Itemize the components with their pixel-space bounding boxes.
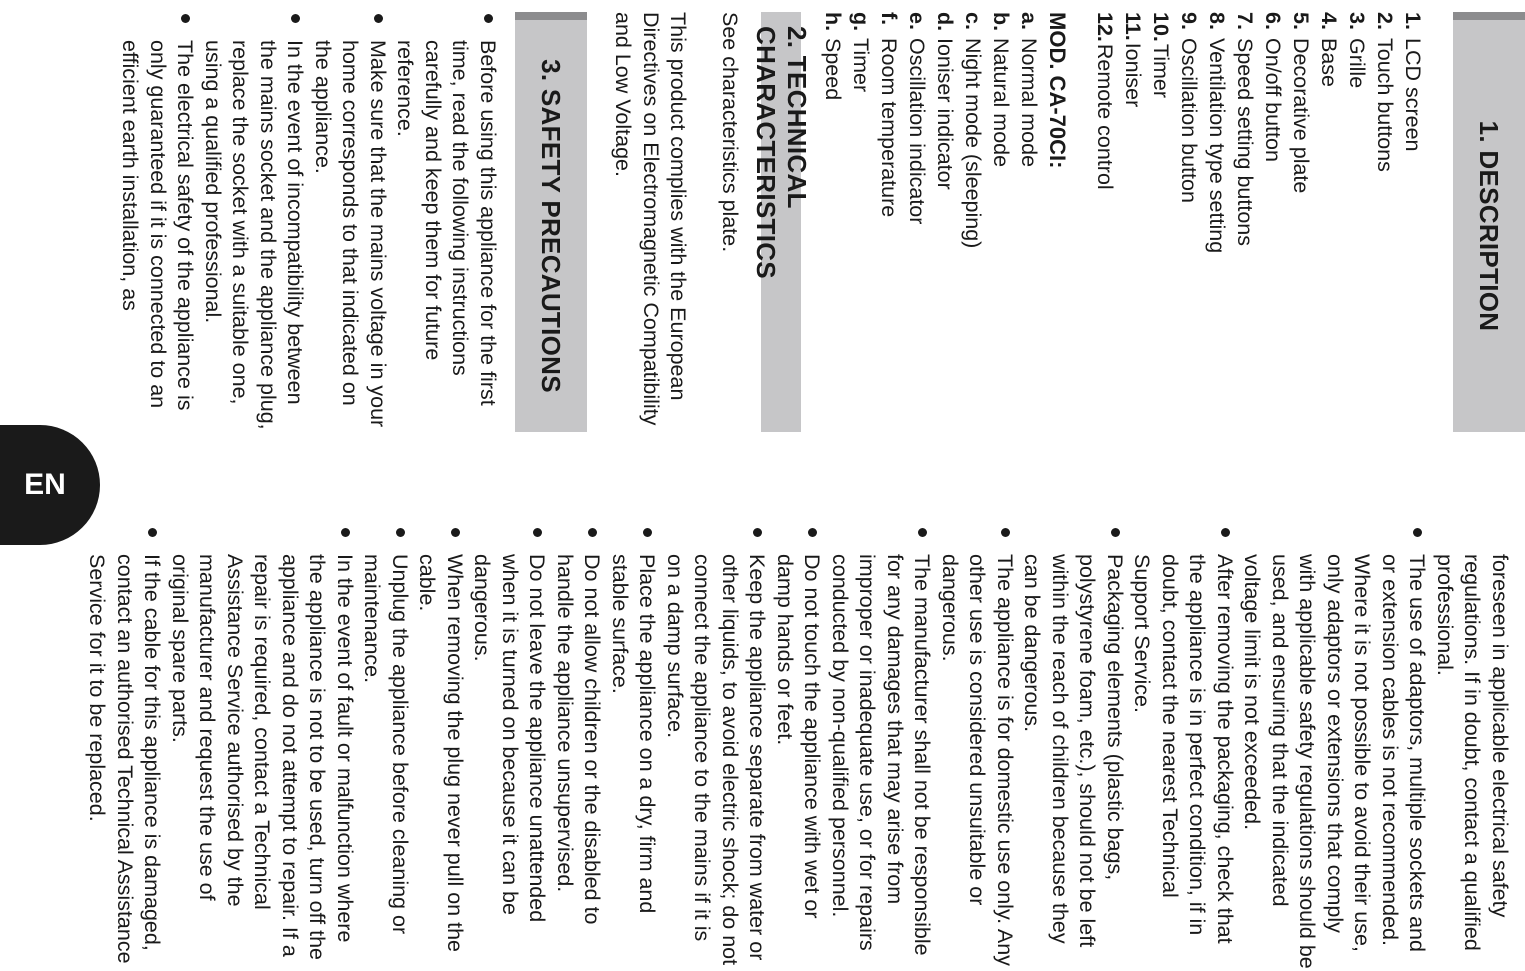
list-item: In the event of fault or malfunction where the appliance is not to be used, turn off the appliance and do not attempt to repair. If a repair is required, contact a Technical Assistance Service authorised by the manufacturer and request the use of original spare parts.: [166, 526, 359, 971]
list-item: 9.Oscillation button: [1177, 12, 1201, 203]
list-item: foreseen in applicable electrical safety regulations. If in doubt, contact a qualified professional.: [1433, 554, 1512, 951]
list-item: 5.Decorative plate: [1289, 12, 1313, 194]
model-title: MOD. CA-70CI:: [1045, 12, 1070, 169]
safety-heading: 3. SAFETY PRECAUTIONS: [515, 12, 587, 432]
list-item: 10.Timer: [1149, 12, 1173, 99]
list-item: When removing the plug never pull on the cable.: [413, 526, 468, 971]
list-item: 8.Ventilation type setting: [1205, 12, 1229, 254]
description-heading: 1. DESCRIPTION: [1453, 12, 1525, 432]
safety-list-left: [116, 12, 501, 432]
list-item: Before using this appliance for the first time, read the following instructions carefully and keep them for future reference.: [391, 12, 501, 432]
list-item: Do not allow children or the disabled to handle the appliance unsupervised.: [551, 526, 606, 971]
list-item: 4.Base: [1317, 12, 1341, 88]
model-indicator-list: [819, 12, 1043, 432]
list-item: c.Night mode (sleeping): [961, 12, 985, 249]
list-item: Unplug the appliance before cleaning or maintenance.: [358, 526, 413, 971]
list-item: Packaging elements (plastic bags, polystyrene foam, etc.), should not be left within the reach of children because they can be dangerous.: [1018, 526, 1128, 971]
list-item: In the event of incompatibility between the mains socket and the appliance plug, replace the socket with a suitable one, using a qualified professional.: [199, 12, 309, 432]
technical-heading: 2. TECHNICAL CHARACTERISTICS: [761, 12, 801, 432]
list-item: 7.Speed setting buttons: [1233, 12, 1257, 246]
list-item: f.Room temperature: [877, 12, 901, 218]
list-item: 6.On/off button: [1261, 12, 1285, 162]
list-item: The manufacturer shall not be responsible for any damages that may arise from improper or inadequate use, or for repairs conducted by non-qualified personnel.: [826, 526, 936, 971]
description-list: [1091, 12, 1427, 432]
list-item: The electrical safety of the appliance is only guaranteed if it is connected to an efficient earth installation, as: [116, 12, 199, 432]
technical-plate-text: See characteristics plate.: [718, 12, 742, 253]
list-item: e.Oscillation indicator: [905, 12, 929, 225]
list-item: Place the appliance on a dry, firm and stable surface.: [606, 526, 661, 971]
list-item: 11.Ioniser: [1121, 12, 1145, 108]
safety-list-right: [83, 526, 1513, 971]
list-item: 12.Remote control: [1093, 12, 1117, 190]
list-item: 2.Touch buttons: [1373, 12, 1397, 172]
list-item: g.Timer: [849, 12, 873, 93]
list-item: The use of adaptors, multiple sockets and or extension cables is not recommended. Where it is not possible to avoid their use, only adaptors or extensions that comply with applicable safety regulations should be used, and ensuring that the indicated voltage limit is not exceeded.: [1238, 526, 1431, 971]
right-column: [83, 526, 1525, 971]
list-item: Do not leave the appliance unattended when it is turned on because it can be dangerous.: [468, 526, 551, 971]
list-item: a.Normal mode: [1017, 12, 1041, 168]
list-item: Do not touch the appliance with wet or damp hands or feet.: [771, 526, 826, 971]
list-item: 3.Grille: [1345, 12, 1369, 89]
list-item: b.Natural mode: [989, 12, 1013, 168]
list-item: The appliance is for domestic use only. Any other use is considered unsuitable or dangerous.: [936, 526, 1019, 971]
list-item: Make sure that the mains voltage in your home corresponds to that indicated on the appliance.: [309, 12, 392, 432]
left-column: [116, 12, 1525, 432]
list-item: If the cable for this appliance is damaged, contact an authorised Technical Assistance Service for it to be replaced.: [83, 526, 166, 971]
list-item: After removing the packaging, check that the appliance is in perfect condition, if in doubt, contact the nearest Technical Support Service.: [1128, 526, 1238, 971]
technical-compliance-text: This product complies with the European Directives on Electromagnetic Compatibility and Low Voltage.: [611, 12, 691, 426]
list-item: Keep the appliance separate from water or other liquids, to avoid electric shock; do not connect the appliance to the mains if it is on a damp surface.: [661, 526, 771, 971]
list-item: d.Ioniser indicator: [933, 12, 957, 190]
list-item: 1.LCD screen: [1401, 12, 1425, 152]
list-item: h.Speed: [821, 12, 845, 101]
language-label: EN: [24, 468, 66, 501]
